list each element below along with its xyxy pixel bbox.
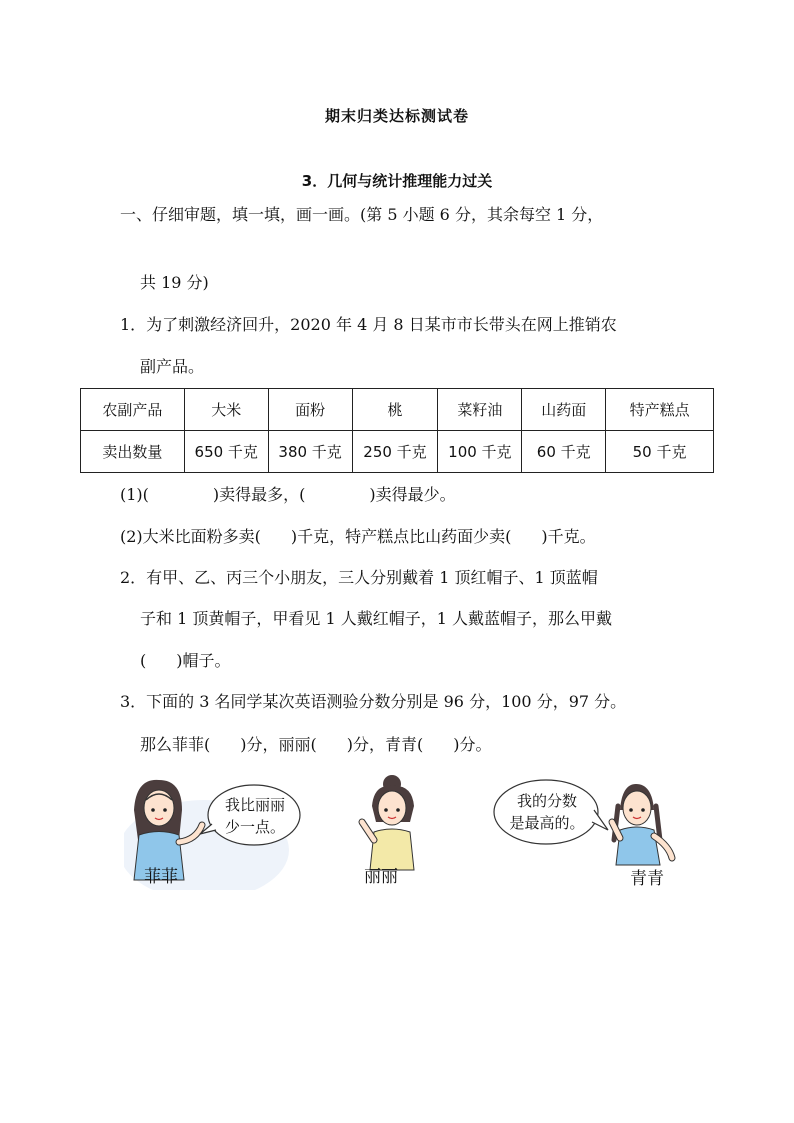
question3-line2 [140,735,492,755]
question-text: (1)( [120,485,149,504]
section-heading-line2: 共 19 分) [140,273,209,292]
question2-line1: 2．有甲、乙、丙三个小朋友，三人分别戴着 1 顶红帽子、1 顶蓝帽 [120,568,598,587]
table-cell: 桃 [352,389,438,431]
table-row [81,431,714,473]
table-cell: 卖出数量 [81,431,185,473]
table-cell: 100 千克 [438,431,522,473]
table-cell: 380 千克 [268,431,352,473]
girl-qingqing-figure [612,784,672,865]
worksheet-title: 期末归类达标测试卷 [324,107,469,125]
question-text: )分，青青( [346,735,424,754]
question1-line1: 1．为了刺激经济回升，2020 年 4 月 8 日某市市长带头在网上推销农 [120,315,617,334]
name-label-lili: 丽丽 [364,867,398,887]
table-row [81,389,714,431]
table-cell: 菜籽油 [438,389,522,431]
question-text: (2)大米比面粉多卖( [120,527,261,546]
table-cell: 大米 [184,389,268,431]
bubble-line: 是最高的。 [509,814,585,832]
question-text: )帽子。 [176,651,231,670]
name-label-feifei: 菲菲 [144,867,178,887]
table-cell: 农副产品 [81,389,185,431]
question3-line1: 3．下面的 3 名同学某次英语测验分数分别是 96 分，100 分，97 分。 [120,692,627,711]
question-text: )千克，特产糕点比山药面少卖( [290,527,512,546]
question-text: )分，丽丽( [240,735,317,754]
bubble-line: 少一点。 [224,818,285,836]
question-text: )千克。 [541,527,596,546]
question-text: ( [140,651,147,670]
table-cell: 特产糕点 [606,389,714,431]
bubble-line: 我的分数 [516,792,577,810]
table-cell: 250 千克 [352,431,438,473]
question-text: )卖得最少。 [369,485,456,504]
bubble-text-qingqing [506,790,588,834]
question-text: 那么菲菲( [140,735,211,754]
students-illustration [124,770,684,890]
section-heading-line1: 一、仔细审题，填一填，画一画。(第 5 小题 6 分，其余每空 1 分， [120,205,604,224]
question2-line2: 子和 1 顶黄帽子，甲看见 1 人戴红帽子，1 人戴蓝帽子，那么甲戴 [140,609,612,628]
illustration-drawing [124,770,684,890]
bubble-line: 我比丽丽 [224,796,285,814]
question-text: )卖得最多，( [212,485,306,504]
sales-table [80,388,714,473]
section-subtitle: 3．几何与统计推理能力过关 [301,172,493,190]
girl-lili-figure [362,775,414,870]
question1-sub2 [120,527,596,547]
table-cell: 60 千克 [522,431,606,473]
question1-line2: 副产品。 [140,357,205,376]
question-text: )分。 [453,735,492,754]
table-cell: 山药面 [522,389,606,431]
table-cell: 650 千克 [184,431,268,473]
table-cell: 50 千克 [606,431,714,473]
bubble-text-feifei [220,794,290,838]
question2-line3 [140,651,231,671]
table-cell: 面粉 [268,389,352,431]
name-label-qingqing: 青青 [630,869,664,889]
question1-sub1 [120,485,456,505]
